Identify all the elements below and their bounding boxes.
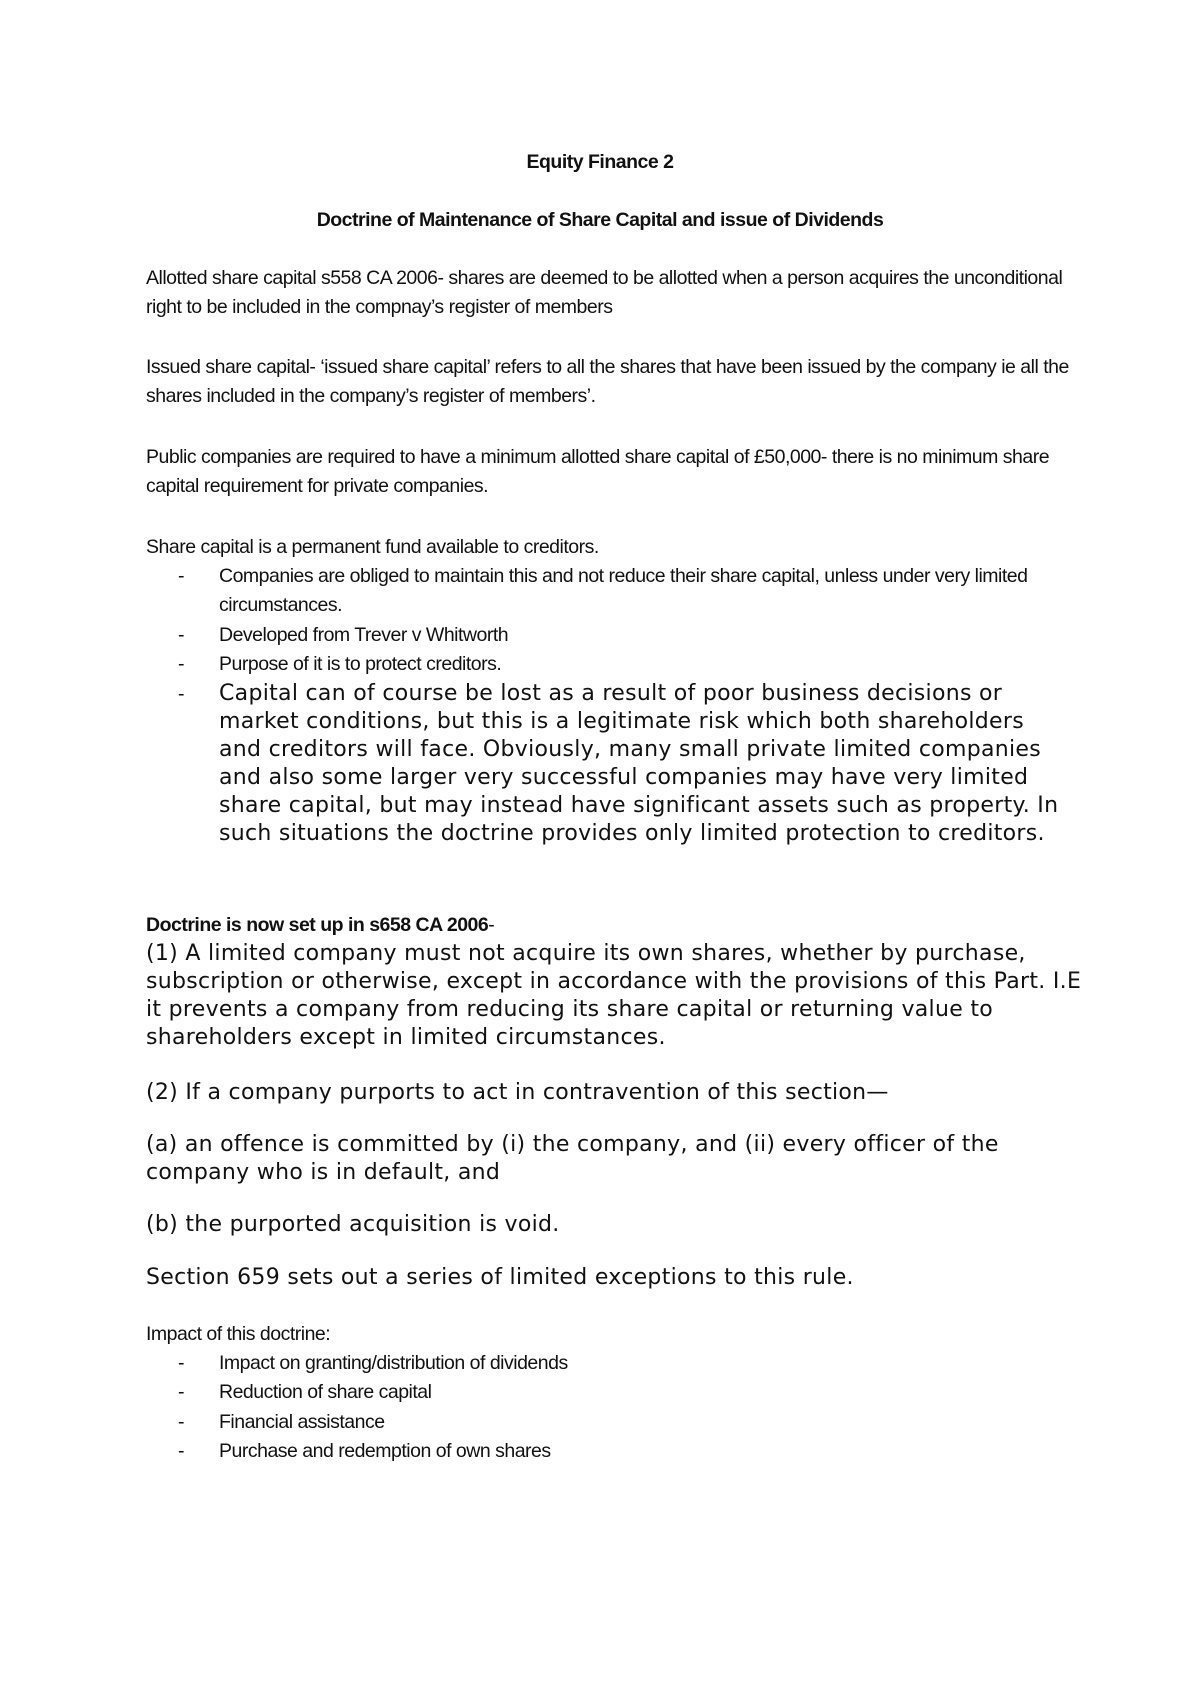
doctrine-heading: [146, 911, 1086, 940]
paragraph-public-companies: Public companies are required to have a minimum allotted share capital of £50,000- there is no minimum share capital requirement for private companies.: [146, 446, 1050, 497]
document-title: Equity Finance 2: [526, 151, 674, 173]
bullet-marker: -: [178, 683, 184, 705]
list-item: Companies are obliged to maintain this and not reduce their share capital, unless under very limited circumstances.: [219, 565, 1028, 616]
bullet-marker: -: [178, 565, 184, 587]
list-item: Reduction of share capital: [219, 1381, 432, 1403]
bullet-marker: -: [178, 653, 184, 675]
paragraph-issued-share-capital: Issued share capital- ‘issued share capital’ refers to all the shares that have been issued by the company ie all the shares included in the company’s register of members’.: [146, 356, 1069, 407]
list-item: Financial assistance: [219, 1411, 385, 1433]
document-subtitle: Doctrine of Maintenance of Share Capital and issue of Dividends: [316, 209, 884, 231]
bullet-marker: -: [178, 1411, 184, 1433]
doctrine-intro: Doctrine is now set up in: [146, 914, 370, 936]
list-item: Capital can of course be lost as a result of poor business decisions or market conditions, but this is a legitimate risk which both shareholders and creditors will face. Obviously, many small private limited companies and also some larger very successful companies may have very limited share capital, but may instead have significant assets such as property. In such situations the doctrine provides only limited protection to creditors.: [219, 681, 1059, 846]
paragraph-allotted-share-capital: Allotted share capital s558 CA 2006- shares are deemed to be allotted when a person acquires the unconditional right to be included in the compnay’s register of members: [146, 267, 1063, 318]
bullet-marker: -: [178, 1381, 184, 1403]
list-item: Purchase and redemption of own shares: [219, 1440, 551, 1462]
list-item: Impact on granting/distribution of dividends: [219, 1352, 568, 1374]
section-658-2a: (a) an offence is committed by (i) the company, and (ii) every officer of the company who is in default, and: [146, 1132, 999, 1185]
list-item: Purpose of it is to protect creditors.: [219, 653, 502, 675]
section-658-1: (1) A limited company must not acquire its own shares, whether by purchase, subscription or otherwise, except in accordance with the provisions of this Part. I.E it prevents a company from reducing its share capital or returning value to shareholders except in limited circumstances.: [146, 941, 1082, 1050]
impact-heading: Impact of this doctrine:: [146, 1323, 331, 1345]
doctrine-dash: -: [488, 914, 495, 936]
bullet-marker: -: [178, 1352, 184, 1374]
bullet-marker: -: [178, 1440, 184, 1462]
section-659: Section 659 sets out a series of limited exceptions to this rule.: [146, 1265, 854, 1290]
section-658-2b: (b) the purported acquisition is void.: [146, 1212, 560, 1237]
list-item: Developed from Trever v Whitworth: [219, 624, 509, 646]
paragraph-permanent-fund: Share capital is a permanent fund available to creditors.: [146, 536, 599, 558]
doctrine-reference: s658 CA 2006: [369, 914, 489, 936]
section-658-2: (2) If a company purports to act in contravention of this section—: [146, 1080, 889, 1105]
bullet-marker: -: [178, 624, 184, 646]
